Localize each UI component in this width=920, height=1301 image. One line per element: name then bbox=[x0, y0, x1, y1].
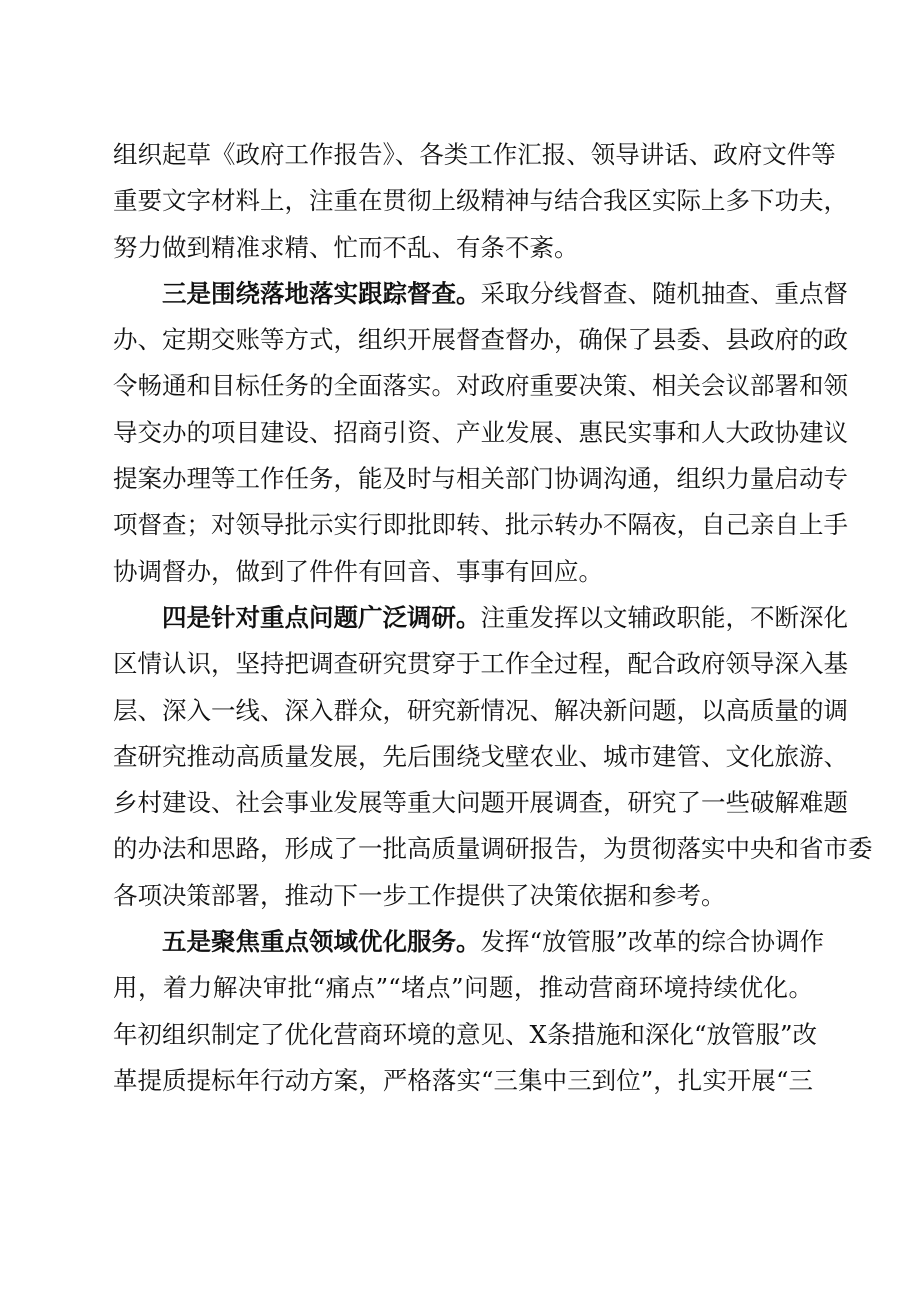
text-line: 重要文字材料上，注重在贯彻上级精神与结合我区实际上多下功夫， bbox=[113, 186, 848, 216]
paragraph-research bbox=[113, 595, 873, 919]
text-line bbox=[113, 595, 848, 641]
text-line: 提案办理等工作任务，能及时与相关部门协调沟通，组织力量启动专 bbox=[113, 464, 848, 494]
text-line: 乡村建设、社会事业发展等重大问题开展调查，研究了一些破解难题 bbox=[113, 788, 848, 818]
paragraph-heading: 五是聚焦重点领域优化服务。 bbox=[162, 927, 481, 957]
paragraph-service bbox=[113, 919, 825, 1104]
text-run: 发挥“放管服”改革的综合协调作 bbox=[480, 927, 825, 957]
paragraph-continuation bbox=[113, 132, 848, 271]
text-line: 努力做到精准求精、忙而不乱、有条不紊。 bbox=[113, 232, 579, 262]
document-body bbox=[113, 132, 873, 1104]
text-line: 办、定期交账等方式，组织开展督查督办，确保了县委、县政府的政 bbox=[113, 325, 848, 355]
text-line: 查研究推动高质量发展，先后围绕戈壁农业、城市建管、文化旅游、 bbox=[113, 741, 848, 771]
text-line: 年初组织制定了优化营商环境的意见、X条措施和深化“放管服”改 bbox=[113, 1019, 817, 1049]
text-line: 协调督办，做到了件件有回音、事事有回应。 bbox=[113, 556, 603, 586]
text-line: 层、深入一线、深入群众，研究新情况、解决新问题，以高质量的调 bbox=[113, 695, 848, 725]
text-line: 的办法和思路，形成了一批高质量调研报告，为贯彻落实中央和省市委 bbox=[113, 834, 873, 864]
text-line: 各项决策部署，推动下一步工作提供了决策依据和参考。 bbox=[113, 880, 726, 910]
text-line: 导交办的项目建设、招商引资、产业发展、惠民实事和人大政协建议 bbox=[113, 417, 848, 447]
text-run: 采取分线督查、随机抽查、重点督 bbox=[480, 278, 848, 308]
text-line bbox=[113, 919, 825, 965]
text-run: 注重发挥以文辅政职能，不断深化 bbox=[480, 602, 848, 632]
text-line: 区情认识，坚持把调查研究贯穿于工作全过程，配合政府领导深入基 bbox=[113, 649, 848, 679]
text-line: 项督查；对领导批示实行即批即转、批示转办不隔夜，自己亲自上手 bbox=[113, 510, 848, 540]
text-line: 组织起草《政府工作报告》、各类工作汇报、领导讲话、政府文件等 bbox=[113, 140, 836, 169]
text-line: 令畅通和目标任务的全面落实。对政府重要决策、相关会议部署和领 bbox=[113, 371, 848, 401]
text-line bbox=[113, 271, 848, 317]
paragraph-heading: 四是针对重点问题广泛调研。 bbox=[162, 602, 481, 632]
text-line: 用，着力解决审批“痛点”“堵点”问题，推动营商环境持续优化。 bbox=[113, 973, 813, 1003]
paragraph-supervision bbox=[113, 271, 848, 595]
paragraph-heading: 三是围绕落地落实跟踪督查。 bbox=[162, 278, 481, 308]
text-line: 革提质提标年行动方案，严格落实“三集中三到位”，扎实开展“三 bbox=[113, 1065, 813, 1095]
